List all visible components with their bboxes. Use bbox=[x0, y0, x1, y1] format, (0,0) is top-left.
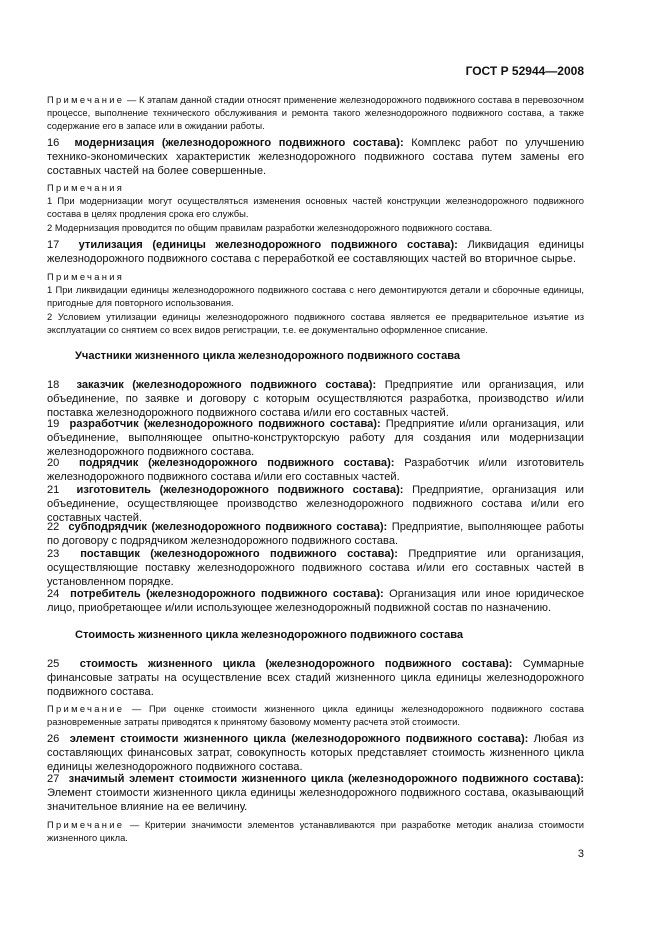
term-title: поставщик (железнодорожного подвижного состава): bbox=[80, 548, 398, 560]
term-definition: Любая из составляющих финансовых затрат, совокупность которых представляет стоимость жизненного цикла единицы железнодорожного подвижного состава. bbox=[47, 733, 584, 774]
term-definition: Комплекс работ по улучшению технико-экономических характеристик железнодорожного подвижного состава путем замены его составных частей на более совершенные. bbox=[47, 137, 585, 178]
term-title: утилизация (единицы железнодорожного подвижного состава): bbox=[78, 239, 458, 251]
term-title: подрядчик (железнодорожного подвижного состава): bbox=[78, 457, 395, 469]
note-25: Примечание — При оценке стоимости жизненного цикла единицы железнодорожного подвижного состава разновременные затраты приводятся к принятому базовому моменту расчета этой стоимости. bbox=[47, 703, 584, 728]
term-17: 17 утилизация (единицы железнодорожного подвижного состава): Ликвидация единицы железнодорожного подвижного состава с переработкой ее составляющих частей во вторичное сырье. bbox=[47, 239, 584, 266]
document-header: ГОСТ Р 52944—2008 bbox=[465, 64, 584, 78]
term-definition: Элемент стоимости жизненного цикла единицы железнодорожного подвижного состава, оказывающий значительное влияние на ее величину. bbox=[47, 787, 584, 814]
page-number: 3 bbox=[577, 848, 584, 860]
term-definition: Предприятие или организация, осуществляющие поставку железнодорожного подвижного состава и/или его составных частей в установленном порядке. bbox=[47, 548, 584, 589]
term-title: разработчик (железнодорожного подвижного состава): bbox=[69, 418, 381, 430]
term-title: субподрядчик (железнодорожного подвижного состава): bbox=[68, 521, 388, 533]
term-16: 16 модернизация (железнодорожного подвижного состава): Комплекс работ по улучшению технико-экономических характеристик железнодорожного подвижного состава путем замены его составных частей на более совершенные. bbox=[47, 137, 585, 178]
term-24: 24 потребитель (железнодорожного подвижного состава): Организация или иное юридическое лицо, приобретающее и/или использующее железнодорожный подвижной состав по назначению. bbox=[47, 588, 584, 615]
notes-label: Примечания bbox=[47, 182, 125, 193]
note-label: Примечание bbox=[47, 94, 125, 105]
term-definition: Ликвидация единицы железнодорожного подвижного состава с переработкой ее составляющих частей во вторичное сырье. bbox=[47, 239, 584, 266]
term-definition: Суммарные финансовые затраты на осуществление всех стадий жизненного цикла единицы железнодорожного подвижного состава. bbox=[47, 658, 585, 699]
notes-label: Примечания bbox=[47, 271, 125, 282]
note-label: Примечание bbox=[47, 819, 125, 830]
note-label: Примечание bbox=[47, 703, 125, 714]
note-top: Примечание — К этапам данной стадии относят применение железнодорожного подвижного состава в перевозочном процессе, выполнение технического обслуживания и ремонта такого железнодорожного подвижного состава, а также содержание его в запасе или в ожидании работы. bbox=[47, 94, 584, 132]
notes-17 bbox=[47, 270, 584, 336]
term-definition: Предприятие или организация, или объединение, по заявке и договору с которым осуществляются разработка, производство и/или поставка железнодорожного подвижного состава и/или его составных частей. bbox=[47, 379, 584, 420]
term-definition: Разработчик и/или изготовитель железнодорожного подвижного состава и/или его составных частей. bbox=[47, 457, 584, 484]
document-page bbox=[47, 0, 584, 936]
term-18: 18 заказчик (железнодорожного подвижного состава): Предприятие или организация, или объединение, по заявке и договору с которым осуществляются разработка, производство и/или поставка железнодорожного подвижного состава и/или его составных частей. bbox=[47, 379, 584, 420]
note-item: 2 Условием утилизации единицы железнодорожного подвижного состава является ее предварительное изъятие из эксплуатации со снятием со всех видов регистрации, т.е. ее документально оформленное списание. bbox=[47, 310, 584, 335]
term-definition: Организация или иное юридическое лицо, приобретающее и/или использующее железнодорожный подвижной состав по назначению. bbox=[47, 588, 584, 615]
note-text: К этапам данной стадии относят применение железнодорожного подвижного состава в перевозочном процессе, выполнение технического обслуживания и ремонта такого железнодорожного подвижного состава, а также содержание его в запасе или в ожидании работы. bbox=[47, 94, 584, 132]
term-title: модернизация (железнодорожного подвижного состава): bbox=[74, 137, 404, 149]
term-22: 22 субподрядчик (железнодорожного подвижного состава): Предприятие, выполняющее работы по договору с подрядчиком железнодорожного подвижного состава. bbox=[47, 521, 584, 548]
term-20: 20 подрядчик (железнодорожного подвижного состава): Разработчик и/или изготовитель железнодорожного подвижного состава и/или его составных частей. bbox=[47, 457, 584, 484]
term-definition: Предприятие, организация или объединение, осуществляющее производство железнодорожного подвижного состава и/или его составных частей. bbox=[47, 484, 584, 525]
term-title: элемент стоимости жизненного цикла (железнодорожного подвижного состава): bbox=[69, 733, 529, 745]
term-title: стоимость жизненного цикла (железнодорожного подвижного состава): bbox=[79, 658, 513, 670]
term-title: потребитель (железнодорожного подвижного состава): bbox=[70, 588, 384, 600]
term-title: заказчик (железнодорожного подвижного состава): bbox=[76, 379, 377, 391]
term-27: 27 значимый элемент стоимости жизненного цикла (железнодорожного подвижного состава): Элемент стоимости жизненного цикла единицы железнодорожного подвижного состава, оказывающий значительное влияние на ее величину. bbox=[47, 773, 584, 814]
note-item: 1 При ликвидации единицы железнодорожного подвижного состава с него демонтируются детали и сборочные единицы, пригодные для повторного использования. bbox=[47, 284, 584, 309]
term-21: 21 изготовитель (железнодорожного подвижного состава): Предприятие, организация или объединение, осуществляющее производство железнодорожного подвижного состава и/или его составных частей. bbox=[47, 484, 584, 525]
term-title: изготовитель (железнодорожного подвижного состава): bbox=[76, 484, 404, 496]
note-text: Критерии значимости элементов устанавливаются при разработке методик анализа стоимости жизненного цикла. bbox=[47, 819, 584, 844]
term-title: значимый элемент стоимости жизненного цикла (железнодорожного подвижного состава): bbox=[68, 773, 584, 785]
term-26: 26 элемент стоимости жизненного цикла (железнодорожного подвижного состава): Любая из составляющих финансовых затрат, совокупность которых представляет стоимость жизненного цикла единицы железнодорожного подвижного состава. bbox=[47, 733, 584, 774]
note-item: 2 Модернизация проводится по общим правилам разработки железнодорожного подвижного состава. bbox=[47, 221, 493, 233]
term-definition: Предприятие и/или организация, или объединение, выполняющее опытно-конструкторскую работу для создания или модернизации железнодорожного подвижного состава. bbox=[47, 418, 584, 459]
term-19: 19 разработчик (железнодорожного подвижного состава): Предприятие и/или организация, или объединение, выполняющее опытно-конструкторскую работу для создания или модернизации железнодорожного подвижного состава. bbox=[47, 418, 584, 459]
section-title-cost: Стоимость жизненного цикла железнодорожного подвижного состава bbox=[75, 629, 464, 641]
term-25: 25 стоимость жизненного цикла (железнодорожного подвижного состава): Суммарные финансовые затраты на осуществление всех стадий жизненного цикла единицы железнодорожного подвижного состава. bbox=[47, 658, 585, 699]
term-23: 23 поставщик (железнодорожного подвижного состава): Предприятие или организация, осуществляющие поставку железнодорожного подвижного состава и/или его составных частей в установленном порядке. bbox=[47, 548, 584, 589]
note-item: 1 При модернизации могут осуществляться изменения основных частей конструкции железнодорожного подвижного состава в целях продления срока его службы. bbox=[47, 195, 584, 220]
notes-16 bbox=[47, 181, 584, 234]
term-definition: Предприятие, выполняющее работы по договору с подрядчиком железнодорожного подвижного состава. bbox=[47, 521, 584, 548]
note-27: Примечание — Критерии значимости элементов устанавливаются при разработке методик анализа стоимости жизненного цикла. bbox=[47, 819, 584, 844]
note-text: При оценке стоимости жизненного цикла единицы железнодорожного подвижного состава разновременные затраты приводятся к принятому базовому моменту расчета этой стоимости. bbox=[47, 703, 584, 728]
section-title-participants: Участники жизненного цикла железнодорожного подвижного состава bbox=[75, 350, 461, 362]
